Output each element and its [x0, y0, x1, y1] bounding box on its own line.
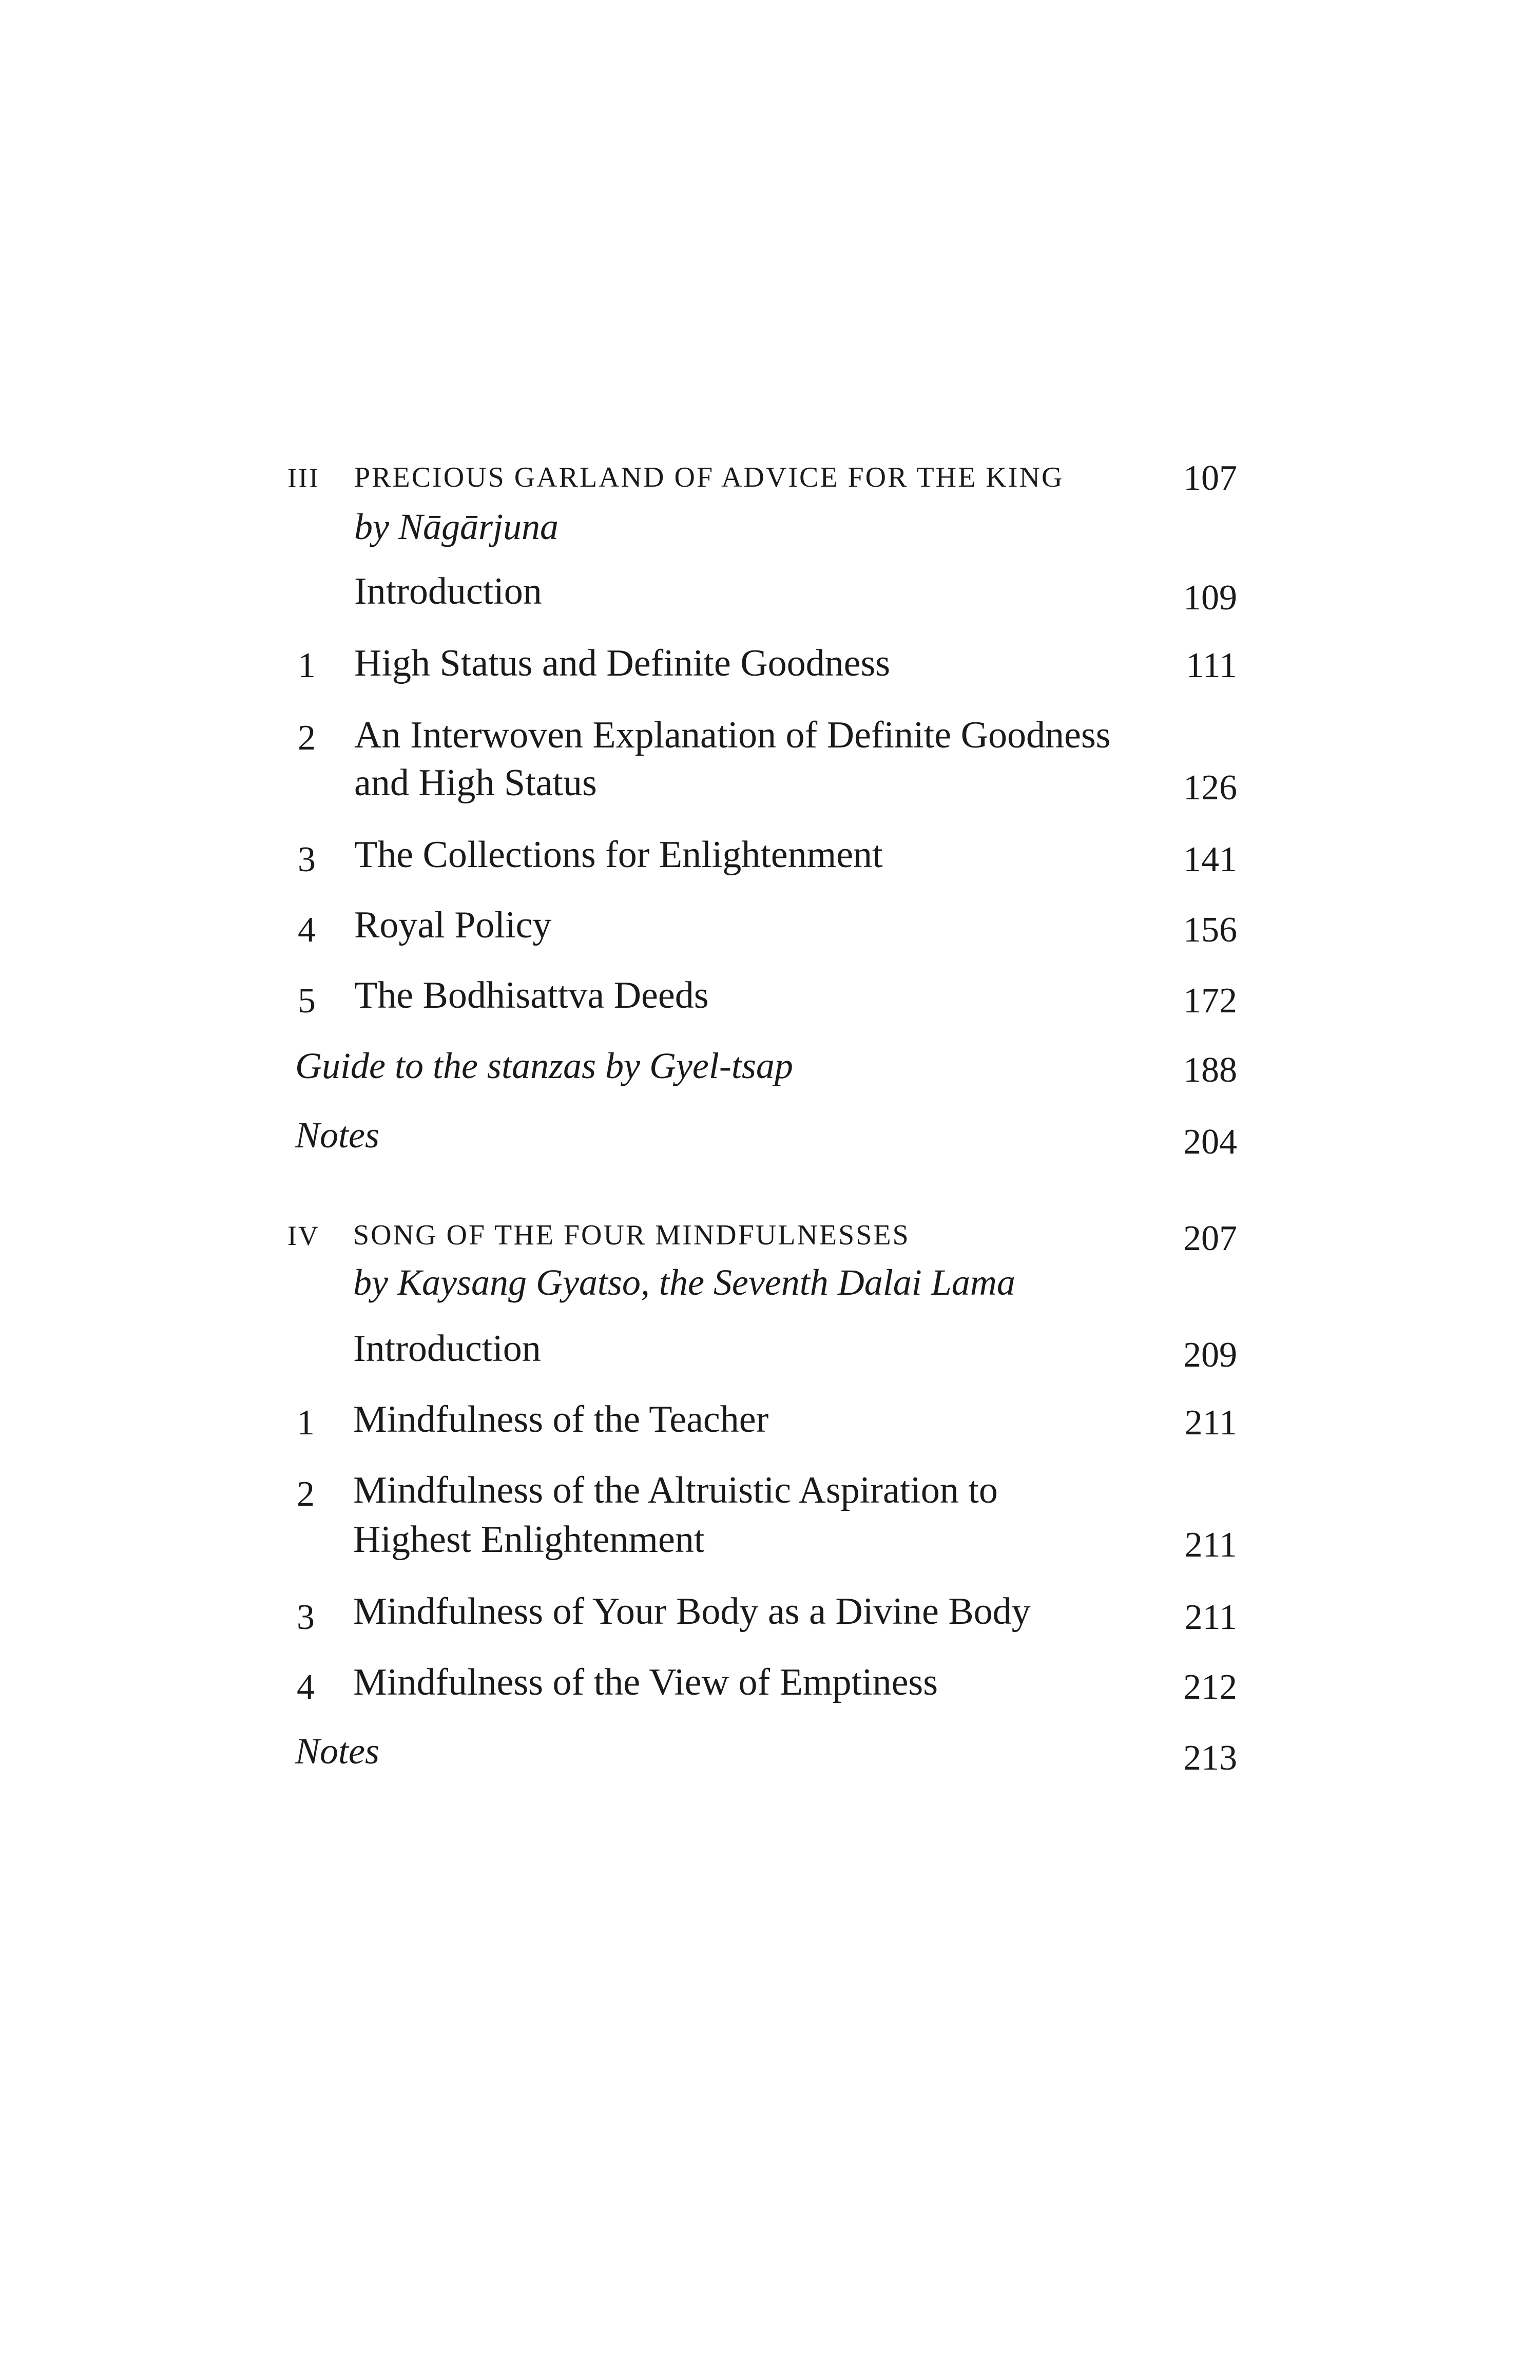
entry-number: 3: [298, 840, 316, 879]
entry-number: 5: [298, 981, 316, 1021]
extra-entry-page-number: 204: [1183, 1122, 1237, 1162]
entry-page-number: 209: [1183, 1335, 1237, 1375]
extra-entry-title: Guide to the stanzas by Gyel-tsap: [295, 1045, 793, 1086]
entry-page-number: 141: [1183, 840, 1237, 879]
section-page-number: 207: [1183, 1219, 1237, 1258]
entry-title-continued: Highest Enlightenment: [353, 1519, 705, 1561]
section-numeral: IV: [287, 1220, 320, 1251]
entry-title: Introduction: [354, 570, 542, 612]
section-byline: by Nāgārjuna: [354, 506, 559, 547]
extra-entry-title: Notes: [295, 1115, 380, 1156]
entry-title: Mindfulness of the Teacher: [353, 1398, 769, 1441]
section-byline: by Kaysang Gyatso, the Seventh Dalai Lama: [353, 1262, 1015, 1303]
entry-title: Mindfulness of the View of Emptiness: [353, 1661, 938, 1703]
section-numeral: III: [287, 463, 320, 493]
entry-page-number: 156: [1183, 910, 1237, 950]
entry-number: 1: [298, 646, 316, 685]
section-page-number: 107: [1183, 458, 1237, 498]
entry-number: 2: [297, 1474, 315, 1514]
entry-number: 3: [297, 1598, 315, 1637]
entry-title: High Status and Definite Goodness: [354, 642, 891, 684]
entry-page-number: 211: [1184, 1403, 1237, 1443]
extra-entry-page-number: 213: [1183, 1738, 1237, 1778]
extra-entry-page-number: 188: [1183, 1050, 1237, 1090]
entry-number: 2: [298, 718, 316, 758]
extra-entry-title: Notes: [295, 1731, 380, 1772]
entry-title-continued: and High Status: [354, 762, 597, 804]
section-title: SONG OF THE FOUR MINDFULNESSES: [353, 1219, 910, 1251]
entry-page-number: 212: [1183, 1667, 1237, 1707]
entry-page-number: 172: [1183, 981, 1237, 1021]
entry-title: The Collections for Enlightenment: [354, 834, 883, 876]
entry-title: Mindfulness of Your Body as a Divine Body: [353, 1590, 1031, 1633]
entry-title: Mindfulness of the Altruistic Aspiration to: [353, 1469, 998, 1511]
section-title: PRECIOUS GARLAND OF ADVICE FOR THE KING: [354, 462, 1064, 493]
entry-title: Royal Policy: [354, 904, 552, 946]
entry-page-number: 211: [1184, 1598, 1237, 1637]
entry-number: 4: [298, 910, 316, 950]
entry-number: 4: [297, 1667, 315, 1707]
entry-title: An Interwoven Explanation of Definite Goodness: [354, 714, 1111, 756]
entry-page-number: 111: [1186, 646, 1237, 685]
entry-title: The Bodhisattva Deeds: [354, 974, 709, 1016]
entry-number: 1: [297, 1403, 315, 1443]
entry-page-number: 211: [1184, 1525, 1237, 1565]
entry-page-number: 126: [1183, 768, 1237, 808]
entry-title: Introduction: [353, 1328, 541, 1370]
entry-page-number: 109: [1183, 578, 1237, 618]
